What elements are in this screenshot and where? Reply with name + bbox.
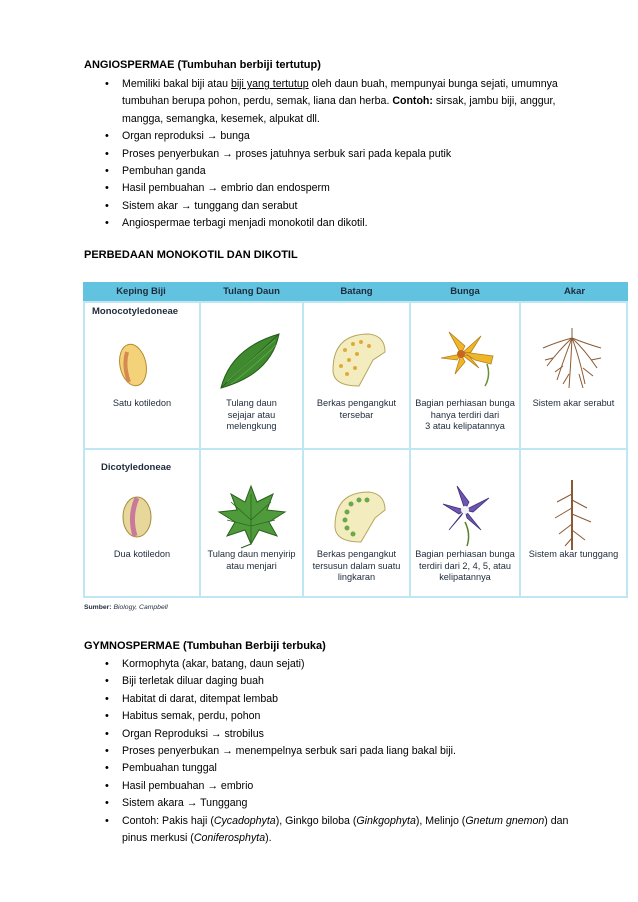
- caption-mono-seed: Satu kotiledon: [112, 398, 172, 408]
- gymnosperm-list: [84, 656, 584, 847]
- monocot-stem-icon: [329, 330, 389, 388]
- list-item: • Sistem akara → Tunggang: [84, 795, 584, 812]
- source-label: Sumber:: [84, 604, 112, 611]
- parallel-leaf-icon: [215, 330, 287, 392]
- text-run: ), Melinjo (: [415, 814, 466, 827]
- text-run: Memiliki bakal biji atau: [122, 78, 231, 90]
- caption-dico-stem: Berkas pengangkut tersusun dalam suatu lingkaran: [312, 549, 401, 582]
- italic-text: Cycadophyta: [213, 814, 276, 827]
- netted-leaf-icon: [211, 480, 291, 550]
- list-item: • Habitat di darat, ditempat lembab: [84, 691, 584, 708]
- caption-mono-root: Sistem akar serabut: [532, 398, 615, 408]
- list-item: • Proses penyerbukan → proses jatuhnya serbuk sari pada kepala putik: [84, 146, 584, 163]
- text-run: oleh daun buah, mempunyai bunga sejati, umumnya tumbuhan berupa pohon, perdu, semak, liana dan herba.: [122, 78, 558, 108]
- caption-mono-stem: Berkas pengangkut tersebar: [316, 398, 397, 420]
- source-text: Biology, Campbell: [113, 604, 168, 611]
- text-run: ).: [265, 832, 272, 845]
- list-item: • Hasil pembuahan → embrio dan endosperm: [84, 180, 584, 197]
- list-item: • Proses penyerbukan → menempelnya serbuk sari pada liang bakal biji.: [84, 743, 584, 760]
- taproot-icon: [545, 478, 599, 552]
- list-item: • Organ reproduksi → bunga: [84, 128, 584, 145]
- comparison-heading: PERBEDAAN MONOKOTIL DAN DIKOTIL: [84, 249, 298, 261]
- list-item: • Pembuahan tunggal: [84, 760, 584, 777]
- caption-mono-leaf: Tulang daun sejajar atau melengkung: [226, 398, 277, 431]
- underlined-text: biji yang tertutup: [230, 78, 309, 90]
- header-tulang-daun: Tulang Daun: [223, 286, 280, 297]
- header-bunga: Bunga: [450, 286, 480, 297]
- text-run: ), Ginkgo biloba (: [275, 814, 357, 827]
- text-run: sirsak, jambu biji, anggur, mangga, semangka, kesemek, alpukat dll.: [122, 95, 556, 125]
- caption-mono-flower: Bagian perhiasan bunga hanya terdiri dari 3 atau kelipatannya: [415, 398, 515, 431]
- list-item: • Organ Reproduksi → strobilus: [84, 726, 584, 743]
- dicot-seed-icon: [119, 492, 155, 542]
- monocot-dicot-figure: [83, 282, 628, 598]
- figure-source: [84, 604, 168, 611]
- header-akar: Akar: [563, 286, 586, 297]
- angiosperm-list: [84, 76, 584, 233]
- list-item: • Biji terletak diluar daging buah: [84, 673, 584, 690]
- gymnosperm-heading: GYMNOSPERMAE (Tumbuhan Berbiji terbuka): [84, 640, 326, 652]
- list-item: • Kormophyta (akar, batang, daun sejati): [84, 656, 584, 673]
- italic-text: Coniferosphyta: [193, 832, 266, 845]
- header-batang: Batang: [340, 286, 373, 297]
- list-item: • Angiospermae terbagi menjadi monokotil dan dikotil.: [84, 215, 584, 232]
- caption-dico-root: Sistem akar tunggang: [528, 549, 619, 559]
- list-item: • Sistem akar → tunggang dan serabut: [84, 198, 584, 215]
- list-item: [84, 76, 584, 128]
- bold-text: Contoh:: [392, 95, 433, 108]
- header-keping-biji: Keping Biji: [116, 286, 166, 297]
- dicot-flower-icon: [435, 482, 495, 548]
- monocot-flower-icon: [435, 328, 495, 390]
- list-item: [84, 813, 584, 848]
- dicot-label: Dicotyledoneae: [101, 462, 172, 473]
- list-item: • Pembuhan ganda: [84, 163, 584, 180]
- italic-text: Gnetum gnemon: [465, 814, 545, 827]
- angiosperm-heading: ANGIOSPERMAE (Tumbuhan berbiji tertutup): [84, 59, 321, 71]
- caption-dico-flower: Bagian perhiasan bunga terdiri dari 2, 4, 5, atau kelipatannya: [415, 549, 515, 582]
- fibrous-root-icon: [539, 326, 605, 392]
- dicot-stem-icon: [331, 488, 389, 546]
- monocot-label: Monocotyledoneae: [92, 306, 179, 317]
- caption-dico-leaf: Tulang daun menyirip atau menjari: [207, 549, 296, 571]
- list-item: • Hasil pembuahan → embrio: [84, 778, 584, 795]
- caption-dico-seed: Dua kotiledon: [113, 549, 171, 559]
- text-run: ) dan pinus merkusi (: [122, 814, 569, 845]
- text-run: Contoh: Pakis haji (: [122, 814, 214, 827]
- monocot-seed-icon: [113, 340, 153, 390]
- italic-text: Ginkgophyta: [356, 814, 416, 827]
- list-item: • Habitus semak, perdu, pohon: [84, 708, 584, 725]
